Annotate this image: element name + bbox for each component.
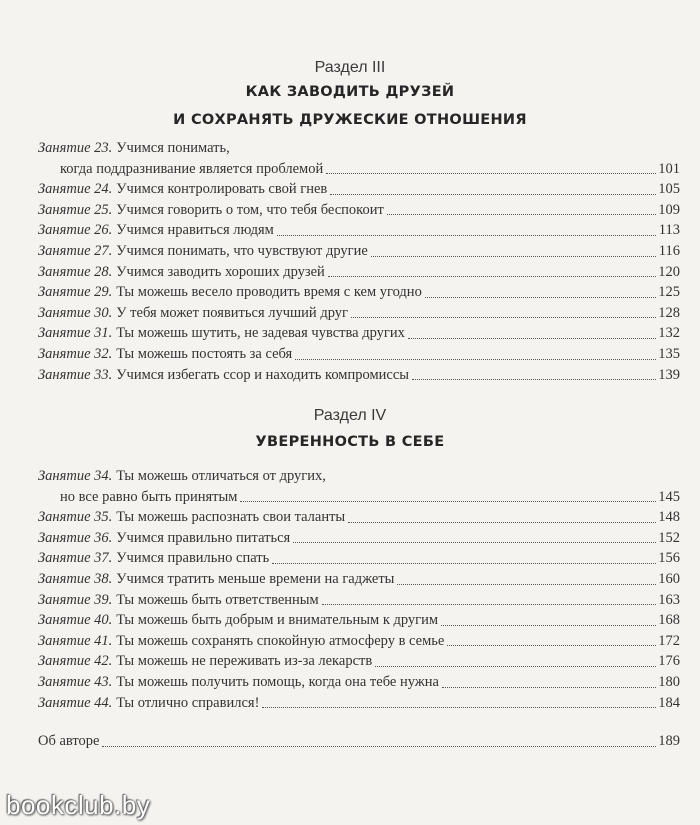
lesson-number: Занятие 27. xyxy=(38,242,113,259)
toc-entry[interactable] xyxy=(38,200,680,221)
leader-dots xyxy=(322,604,656,605)
page-number: 135 xyxy=(658,345,680,362)
lesson-title: Ты можешь шутить, не задевая чувства других xyxy=(116,325,405,342)
lesson-number: Занятие 29. xyxy=(38,284,113,301)
leader-dots xyxy=(293,542,656,543)
lesson-number: Занятие 33. xyxy=(38,366,113,383)
toc-entry[interactable] xyxy=(38,507,680,528)
lesson-title: Учимся говорить о том, что тебя беспокоит xyxy=(116,201,384,218)
toc-entry[interactable] xyxy=(38,590,680,611)
page-number: 125 xyxy=(658,284,680,301)
toc-entry[interactable] xyxy=(38,303,680,324)
leader-dots xyxy=(102,746,656,747)
leader-dots xyxy=(330,194,656,195)
page-number: 101 xyxy=(658,160,680,177)
section-3-toc xyxy=(38,138,680,385)
lesson-title: Ты можешь постоять за себя xyxy=(116,345,293,362)
lesson-number: Занятие 43. xyxy=(38,673,113,690)
page-number: 120 xyxy=(658,263,680,280)
lesson-title: Учимся избегать ссор и находить компромиссы xyxy=(116,366,410,383)
page-number: 109 xyxy=(658,201,680,218)
lesson-number: Занятие 34. xyxy=(38,468,113,484)
lesson-title: Ты можешь быть добрым и внимательным к другим xyxy=(116,612,439,629)
lesson-number: Занятие 26. xyxy=(38,222,113,239)
lesson-title: Ты можешь получить помощь, когда она тебе нужна xyxy=(116,673,439,690)
leader-dots xyxy=(277,235,656,236)
toc-entry[interactable] xyxy=(38,487,680,508)
toc-entry[interactable] xyxy=(38,651,680,672)
page-number: 128 xyxy=(658,304,680,321)
lesson-title: Учимся заводить хороших друзей xyxy=(116,263,325,280)
page-number: 180 xyxy=(658,673,680,690)
lesson-number: Занятие 44. xyxy=(38,694,113,711)
leader-dots xyxy=(262,707,656,708)
lesson-number: Занятие 37. xyxy=(38,550,113,567)
about-author-title: Об авторе xyxy=(38,733,100,750)
lesson-number: Занятие 24. xyxy=(38,181,113,198)
lesson-title: Ты отлично справился! xyxy=(116,694,260,711)
toc-entry-23-line1 xyxy=(38,138,680,159)
lesson-number: Занятие 30. xyxy=(38,304,113,321)
page-number: 105 xyxy=(658,181,680,198)
section-3-header xyxy=(0,58,700,132)
lesson-number: Занятие 25. xyxy=(38,201,113,218)
leader-dots xyxy=(328,276,656,277)
section-4-header xyxy=(0,406,700,454)
section-3-label: Раздел III xyxy=(314,59,386,76)
toc-entry-about-author[interactable] xyxy=(38,731,680,752)
toc-entry[interactable] xyxy=(38,672,680,693)
section-4-label: Раздел IV xyxy=(313,407,387,424)
lesson-title: Учимся понимать, что чувствуют другие xyxy=(116,242,368,259)
lesson-number: Занятие 28. xyxy=(38,263,113,280)
section-3-title-line2: И СОХРАНЯТЬ ДРУЖЕСКИЕ ОТНОШЕНИЯ xyxy=(173,112,527,128)
toc-entry[interactable] xyxy=(38,569,680,590)
lesson-number: Занятие 40. xyxy=(38,612,113,629)
leader-dots xyxy=(272,563,656,564)
leader-dots xyxy=(397,584,656,585)
lesson-number: Занятие 41. xyxy=(38,632,113,649)
lesson-title: Ты можешь весело проводить время с кем угодно xyxy=(116,284,422,301)
lesson-title: Ты можешь сохранять спокойную атмосферу в семье xyxy=(116,632,445,649)
leader-dots xyxy=(408,338,656,339)
toc-entry[interactable] xyxy=(38,323,680,344)
toc-entry[interactable] xyxy=(38,693,680,714)
lesson-title: Учимся правильно спать xyxy=(116,550,270,567)
lesson-number: Занятие 31. xyxy=(38,325,113,342)
page-number: 145 xyxy=(658,488,680,505)
lesson-number: Занятие 42. xyxy=(38,653,113,670)
lesson-title: Учимся правильно питаться xyxy=(116,529,291,546)
toc-entry[interactable] xyxy=(38,262,680,283)
page-number: 113 xyxy=(658,222,680,239)
page-number: 168 xyxy=(658,612,680,629)
lesson-title: Ты можешь быть ответственным xyxy=(116,591,319,608)
lesson-number: Занятие 32. xyxy=(38,345,113,362)
section-3-title-line1: КАК ЗАВОДИТЬ ДРУЗЕЙ xyxy=(245,84,455,100)
toc-entry[interactable] xyxy=(38,548,680,569)
page-number: 189 xyxy=(658,733,680,750)
lesson-title: Ты можешь отличаться от других, xyxy=(116,468,326,484)
lesson-title: Учимся контролировать свой гнев xyxy=(116,181,328,198)
lesson-number: Занятие 23. xyxy=(38,140,113,156)
lesson-title-continued: когда поддразнивание является проблемой xyxy=(60,160,324,177)
page-number: 148 xyxy=(658,509,680,526)
lesson-number: Занятие 39. xyxy=(38,591,113,608)
page-number: 176 xyxy=(658,653,680,670)
lesson-title: У тебя может появиться лучший друг xyxy=(116,304,348,321)
page-number: 163 xyxy=(658,591,680,608)
toc-entry[interactable] xyxy=(38,631,680,652)
leader-dots xyxy=(295,359,656,360)
toc-entry[interactable] xyxy=(38,528,680,549)
lesson-title: Учимся тратить меньше времени на гаджеты xyxy=(116,570,395,587)
toc-entry[interactable] xyxy=(38,282,680,303)
lesson-title: Ты можешь не переживать из-за лекарств xyxy=(116,653,373,670)
toc-entry[interactable] xyxy=(38,344,680,365)
toc-entry[interactable] xyxy=(38,241,680,262)
toc-entry[interactable] xyxy=(38,159,680,180)
section-4-toc xyxy=(38,466,680,752)
leader-dots xyxy=(326,173,656,174)
lesson-title: Учимся нравиться людям xyxy=(116,222,274,239)
lesson-title: Ты можешь распознать свои таланты xyxy=(116,509,346,526)
toc-entry-34-line1 xyxy=(38,466,680,487)
leader-dots xyxy=(351,317,656,318)
leader-dots xyxy=(441,625,656,626)
lesson-title: Учимся понимать, xyxy=(116,140,230,156)
toc-entry[interactable] xyxy=(38,220,680,241)
leader-dots xyxy=(412,379,656,380)
leader-dots xyxy=(442,687,656,688)
lesson-number: Занятие 35. xyxy=(38,509,113,526)
leader-dots xyxy=(375,666,656,667)
leader-dots xyxy=(425,297,656,298)
page-number: 160 xyxy=(658,570,680,587)
leader-dots xyxy=(371,256,656,257)
leader-dots xyxy=(387,214,656,215)
leader-dots xyxy=(447,645,656,646)
lesson-title-continued: но все равно быть принятым xyxy=(60,488,238,505)
leader-dots xyxy=(240,501,656,502)
toc-entry[interactable] xyxy=(38,179,680,200)
page-number: 152 xyxy=(658,529,680,546)
leader-dots xyxy=(348,522,656,523)
watermark: bookclub.by xyxy=(6,790,151,820)
page-number: 132 xyxy=(658,325,680,342)
toc-entry[interactable] xyxy=(38,365,680,386)
page-number: 172 xyxy=(658,632,680,649)
page-number: 156 xyxy=(658,550,680,567)
page-number: 184 xyxy=(658,694,680,711)
toc-entry[interactable] xyxy=(38,610,680,631)
lesson-number: Занятие 36. xyxy=(38,529,113,546)
page-number: 139 xyxy=(658,366,680,383)
page-number: 116 xyxy=(658,242,680,259)
section-4-title: УВЕРЕННОСТЬ В СЕБЕ xyxy=(255,434,445,450)
lesson-number: Занятие 38. xyxy=(38,570,113,587)
